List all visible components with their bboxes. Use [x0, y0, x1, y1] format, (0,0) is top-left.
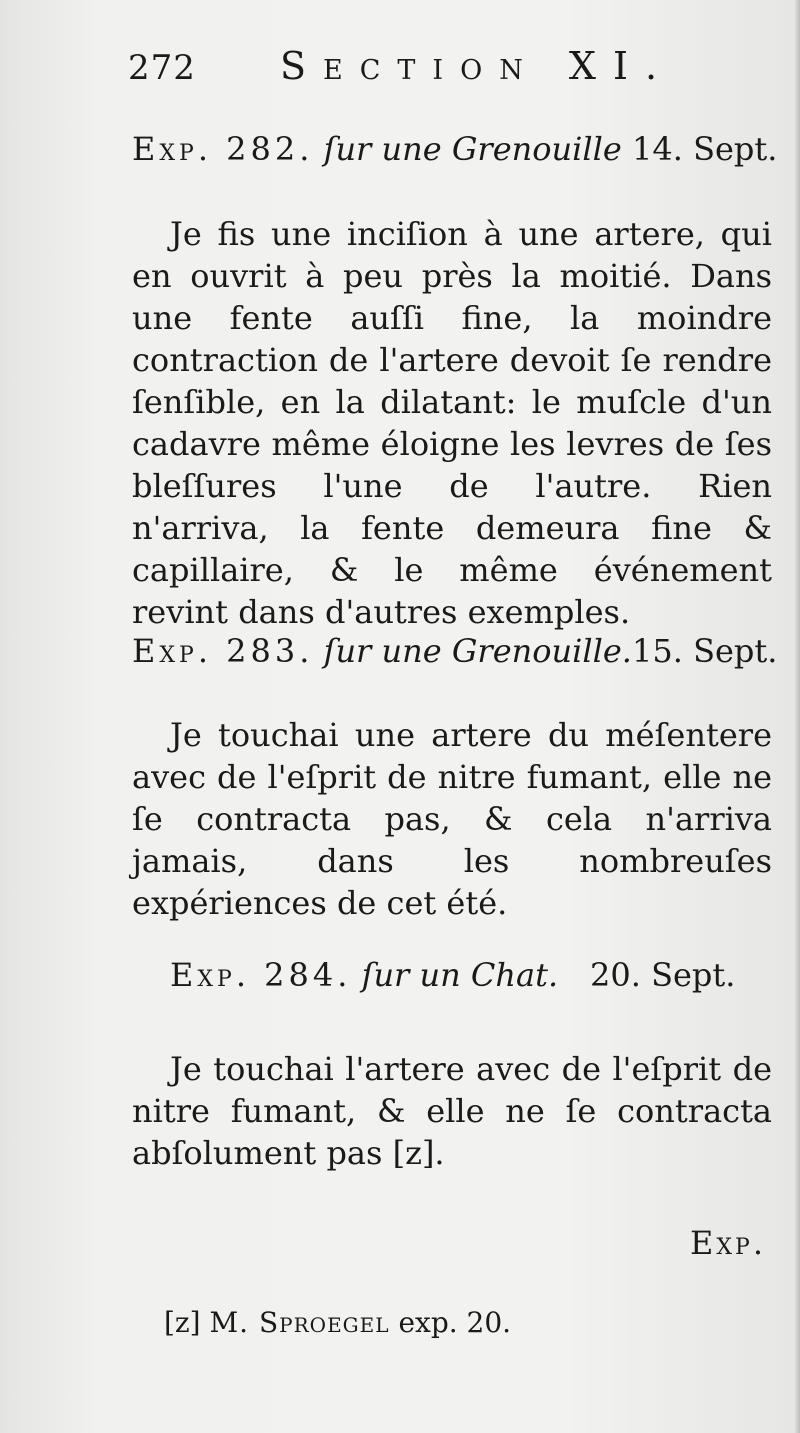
experiment-heading	[132, 632, 778, 670]
catchword: Exp.	[690, 1224, 766, 1262]
experiment-subject: ſur un Chat.	[361, 956, 559, 994]
experiment-label: Exp. 283.	[132, 632, 314, 670]
experiment-text: Je fis une inciſion à une artere, qui en ouvrit à peu près la moitié. Dans une fente auſſi fine, la moindre contraction de l'artere devoit ſe rendre ſenſible, en la dilatant: le muſcle d'un cadavre même éloigne les levres de ſes bleſſures l'une de l'autre. Rien n'arriva, la fente demeura fine & capillaire, & le même événement revint dans d'autres exemples.	[132, 215, 772, 631]
footnote-reference: exp. 20.	[398, 1306, 512, 1339]
footnote	[164, 1306, 511, 1339]
page-header	[128, 42, 675, 98]
page-number: 272	[128, 48, 196, 88]
footnote-author: M. Sproegel	[209, 1306, 390, 1339]
running-title: Section XI.	[280, 44, 675, 88]
experiment-text: Je touchai l'artere avec de l'eſprit de nitre fumant, & elle ne ſe contracta abſolument pas [z].	[132, 1050, 772, 1172]
experiment-text: Je touchai une artere du méſentere avec de l'eſprit de nitre fumant, elle ne ſe contracta pas, & cela n'arriva jamais, dans les nombreuſes expériences de cet été.	[132, 716, 772, 922]
experiment-label: Exp. 282.	[132, 130, 314, 168]
experiment-label: Exp. 284.	[170, 956, 352, 994]
experiment-date: 15. Sept.	[632, 632, 778, 670]
footnote-marker: [z]	[164, 1306, 201, 1339]
experiment-subject: ſur une Grenouille	[323, 130, 622, 168]
experiment-date: 14. Sept.	[632, 130, 778, 168]
experiment-heading	[170, 956, 750, 994]
experiment-heading	[132, 130, 778, 168]
experiment-date: 20. Sept.	[590, 956, 736, 994]
experiment-subject: ſur une Grenouille.	[323, 632, 632, 670]
